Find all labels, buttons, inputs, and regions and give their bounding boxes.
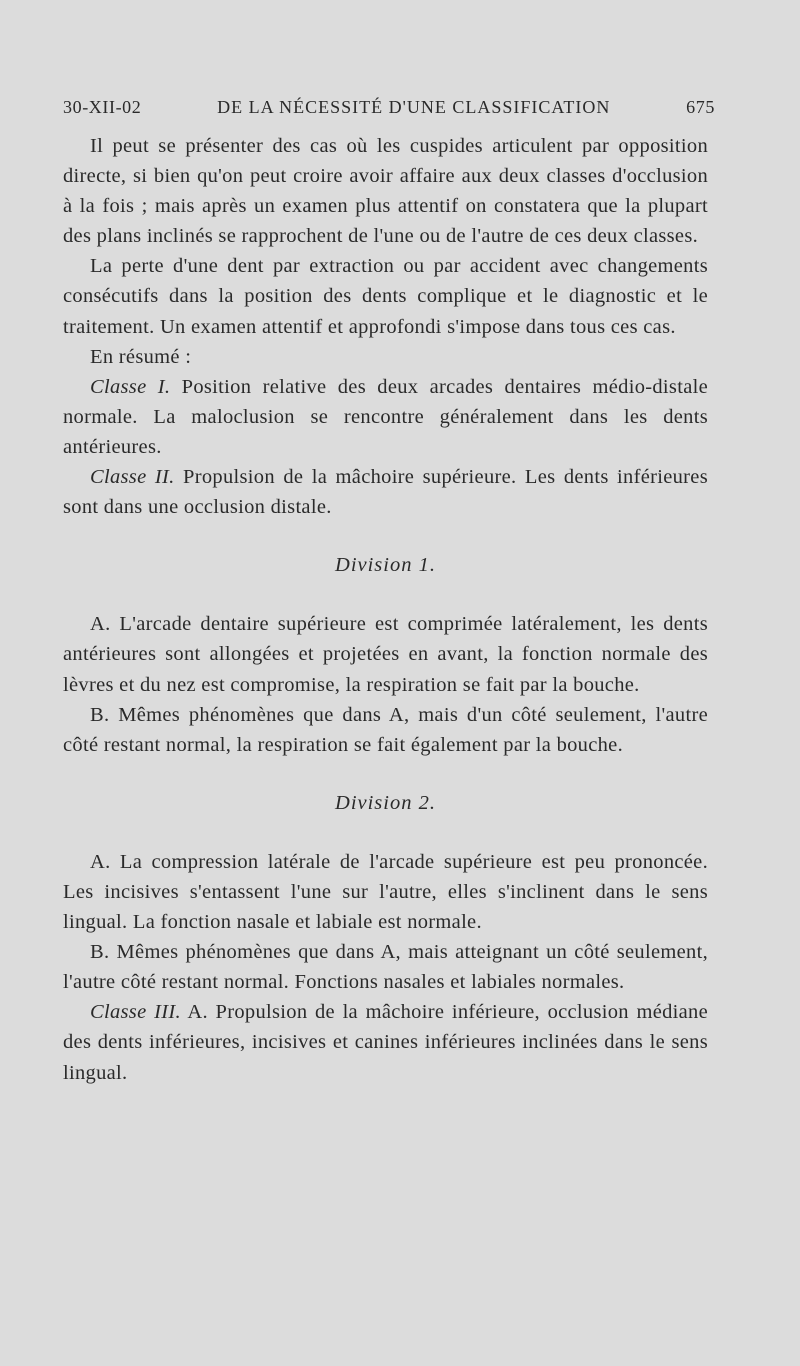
page-number: 675 [686,97,715,117]
paragraph-resume: En résumé : [90,345,192,368]
classe-1-text: Position relative des deux arcades dentaires médio-distale normale. La maloclusion se rencontre généralement dans les dents antérieures. [63,375,708,458]
paragraph-cuspides: Il peut se présenter des cas où les cuspides articulent par opposition directe, si bien qu'on peut croire avoir affaire aux deux classes d'occlusion à la fois ; mais après un examen plus attentif on constatera que la plupart des plans inclinés se rapprochent de l'une ou de l'autre de ces deux classes. [63,135,708,248]
paragraph-division-1-b: B. Mêmes phénomènes que dans A, mais d'un côté seulement, l'autre côté restant normal, la respiration se fait également par la bouche. [63,703,708,756]
paragraph-division-2-a: A. La compression latérale de l'arcade supérieure est peu prononcée. Les incisives s'entassent l'une sur l'autre, elles s'inclinent dans le sens lingual. La fonction nasale et labiale est normale. [63,850,708,934]
classe-2-text: Propulsion de la mâchoire supérieure. Les dents inférieures sont dans une occlusion distale. [63,466,708,519]
body-text [63,131,708,1088]
classe-1-label: Classe I. [90,375,171,398]
paragraph-classe-1 [63,372,708,462]
paragraph-perte-dent: La perte d'une dent par extraction ou par accident avec changements consécutifs dans la position des dents complique et le diagnostic et le traitement. Un examen attentif et approfondi s'impose dans tous ces cas. [63,255,708,338]
heading-division-2: Division 2. [335,791,436,814]
paragraph-classe-3 [63,997,708,1087]
heading-division-1: Division 1. [335,554,436,577]
classe-2-label: Classe II. [90,466,175,489]
paragraph-division-1-a: A. L'arcade dentaire supérieure est comprimée latéralement, les dents antérieures sont allongées et projetées en avant, la fonction normale des lèvres et du nez est compromise, la respiration se fait par la bouche. [63,613,708,696]
paragraph-classe-2 [63,462,708,522]
running-head [63,97,715,127]
paragraph-division-2-b: B. Mêmes phénomènes que dans A, mais atteignant un côté seulement, l'autre côté restant normal. Fonctions nasales et labiales normales. [63,941,708,994]
header-date: 30-XII-02 [63,97,142,117]
classe-3-label: Classe III. [90,1001,181,1024]
classe-3-text: A. Propulsion de la mâchoire inférieure, occlusion médiane des dents inférieures, incisives et canines inférieures inclinées dans le sens lingual. [63,1001,708,1084]
header-title: DE LA NÉCESSITÉ D'UNE CLASSIFICATION [217,97,611,117]
